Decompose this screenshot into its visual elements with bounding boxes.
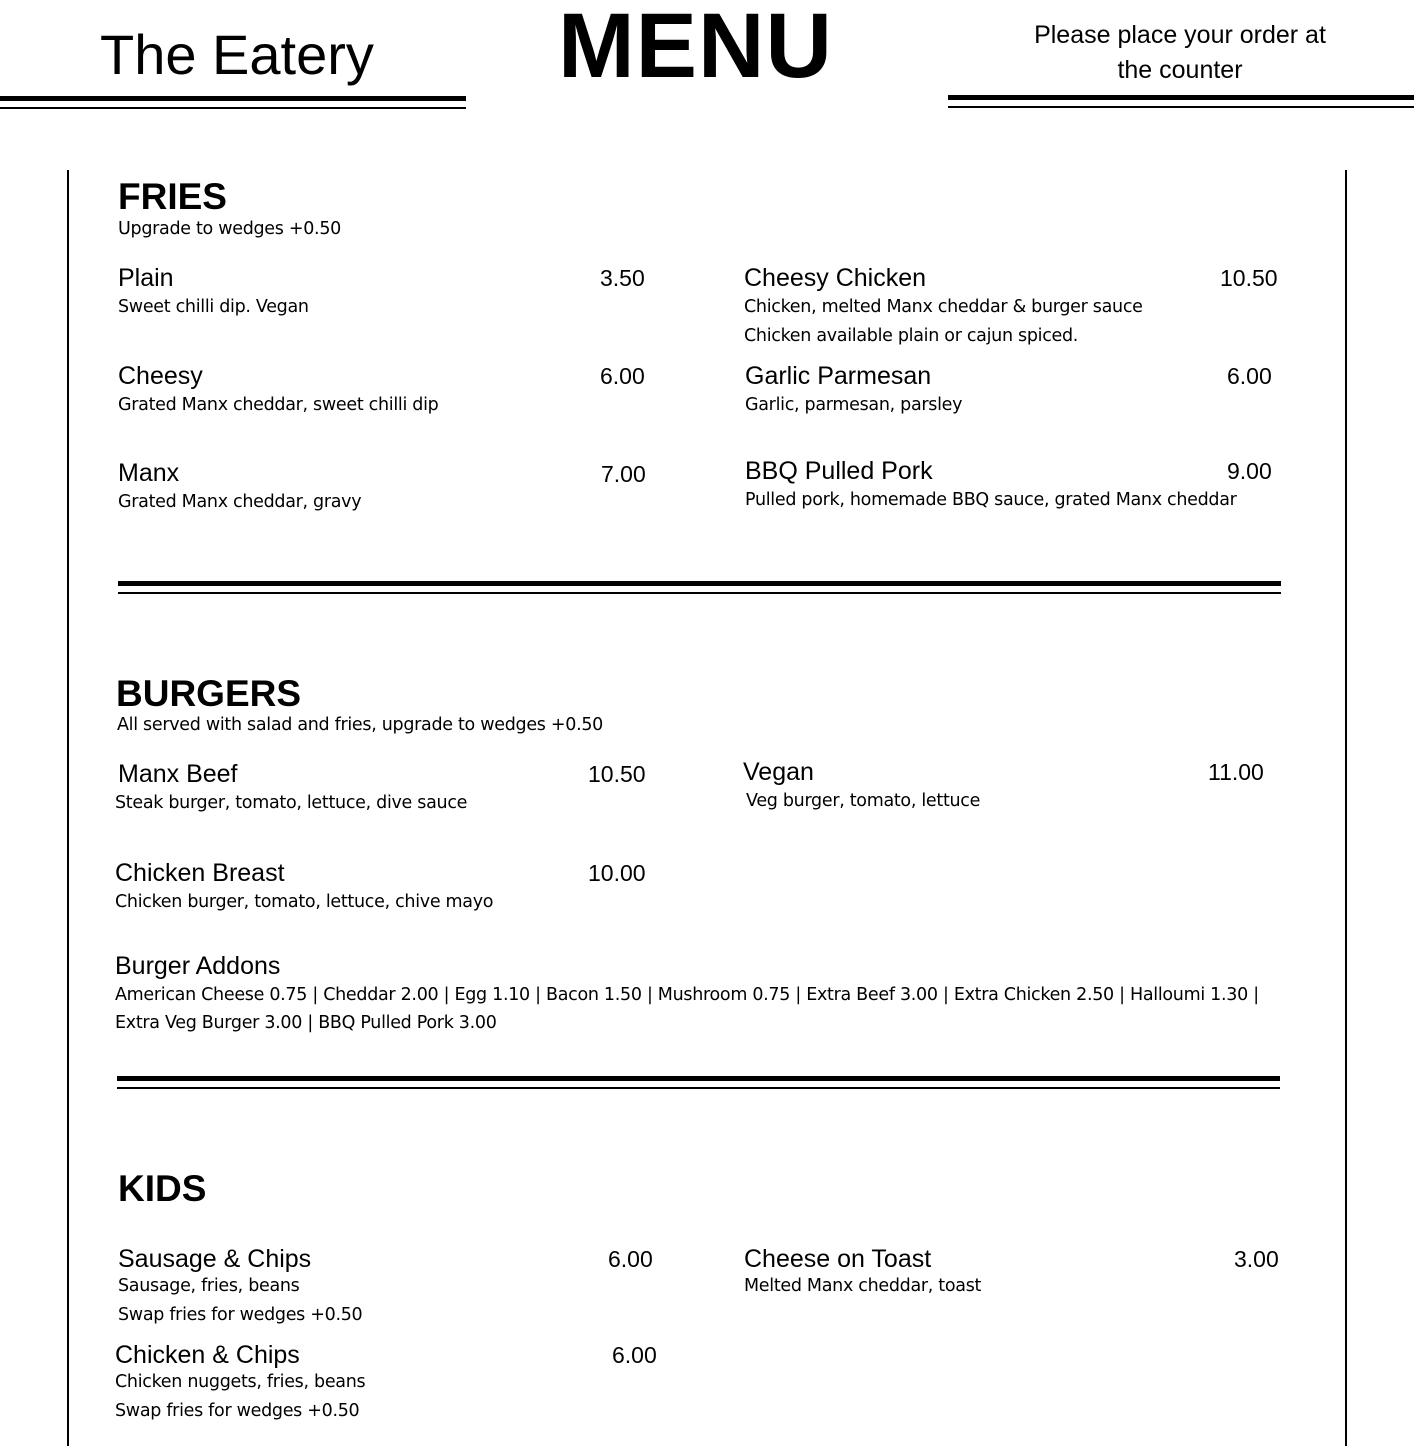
burger-addons-title: Burger Addons (115, 952, 281, 980)
burger-item-price: 11.00 (1208, 759, 1264, 785)
kids-item-desc: Sausage, fries, beans (118, 1276, 300, 1296)
frame-right-line (1345, 170, 1347, 1446)
menu-title: MENU (558, 0, 833, 97)
burgers-section-title: BURGERS (116, 673, 302, 714)
kids-item-name: Chicken & Chips (115, 1341, 300, 1369)
restaurant-name: The Eatery (100, 23, 374, 86)
fries-item-name: BBQ Pulled Pork (745, 457, 933, 485)
burgers-divider-thin (117, 1087, 1280, 1089)
burger-item-desc: Veg burger, tomato, lettuce (746, 791, 981, 811)
kids-item-name: Cheese on Toast (744, 1245, 932, 1273)
header-rule-right-thin (948, 106, 1414, 108)
burger-item-price: 10.50 (588, 761, 646, 787)
kids-item-price: 6.00 (612, 1342, 657, 1368)
order-notice-line1: Please place your order at (1034, 21, 1326, 49)
fries-item-price: 9.00 (1227, 458, 1272, 484)
header-rule-right-thick (948, 95, 1414, 100)
fries-item-price: 6.00 (1227, 363, 1272, 389)
fries-item-name: Plain (118, 264, 174, 292)
kids-item-desc-extra: Swap fries for wedges +0.50 (118, 1305, 363, 1325)
header-rule-left-thin (0, 107, 466, 109)
burger-item-name: Vegan (743, 758, 814, 786)
frame-left-line (67, 170, 69, 1446)
kids-item-price: 3.00 (1234, 1246, 1279, 1272)
burger-item-name: Chicken Breast (115, 859, 285, 887)
fries-divider-thin (118, 592, 1281, 594)
fries-item-price: 10.50 (1220, 265, 1278, 291)
burger-item-desc: Chicken burger, tomato, lettuce, chive mayo (115, 892, 494, 912)
burger-addons-line: Extra Veg Burger 3.00 | BBQ Pulled Pork 3.00 (115, 1013, 497, 1033)
burger-item-desc: Steak burger, tomato, lettuce, dive sauce (115, 793, 468, 813)
header-rule-left-thick (0, 96, 466, 101)
fries-item-desc: Sweet chilli dip. Vegan (118, 297, 309, 317)
fries-item-price: 6.00 (600, 363, 645, 389)
kids-item-desc: Melted Manx cheddar, toast (744, 1276, 982, 1296)
fries-item-desc: Chicken, melted Manx cheddar & burger sauce (744, 297, 1143, 317)
fries-item-name: Cheesy (118, 362, 203, 390)
order-notice (1010, 18, 1350, 88)
fries-section-note: Upgrade to wedges +0.50 (118, 219, 341, 239)
fries-item-price: 7.00 (601, 461, 646, 487)
burger-item-name: Manx Beef (118, 760, 238, 788)
fries-item-desc: Pulled pork, homemade BBQ sauce, grated Manx cheddar (745, 490, 1237, 510)
kids-item-price: 6.00 (608, 1246, 653, 1272)
fries-item-desc: Grated Manx cheddar, gravy (118, 492, 362, 512)
burgers-divider-thick (117, 1076, 1280, 1081)
fries-item-desc: Garlic, parmesan, parsley (745, 395, 963, 415)
kids-section-title: KIDS (118, 1168, 207, 1209)
kids-item-name: Sausage & Chips (118, 1245, 312, 1273)
order-notice-line2: the counter (1117, 56, 1243, 84)
fries-item-desc: Grated Manx cheddar, sweet chilli dip (118, 395, 439, 415)
fries-section-title: FRIES (118, 176, 227, 217)
burger-item-price: 10.00 (588, 860, 646, 886)
fries-divider-thick (118, 581, 1281, 586)
fries-item-name: Cheesy Chicken (744, 264, 927, 292)
kids-item-desc-extra: Swap fries for wedges +0.50 (115, 1401, 360, 1421)
kids-item-desc: Chicken nuggets, fries, beans (115, 1372, 366, 1392)
fries-item-price: 3.50 (600, 265, 645, 291)
burger-addons-line: American Cheese 0.75 | Cheddar 2.00 | Egg 1.10 | Bacon 1.50 | Mushroom 0.75 | Extra Beef 3.00 | Extra Chicken 2.50 | Halloumi 1.30 | (115, 985, 1259, 1005)
fries-item-name: Manx (118, 459, 180, 487)
fries-item-name: Garlic Parmesan (745, 362, 932, 390)
fries-item-desc-extra: Chicken available plain or cajun spiced. (744, 326, 1079, 346)
burgers-section-note: All served with salad and fries, upgrade to wedges +0.50 (117, 715, 604, 735)
